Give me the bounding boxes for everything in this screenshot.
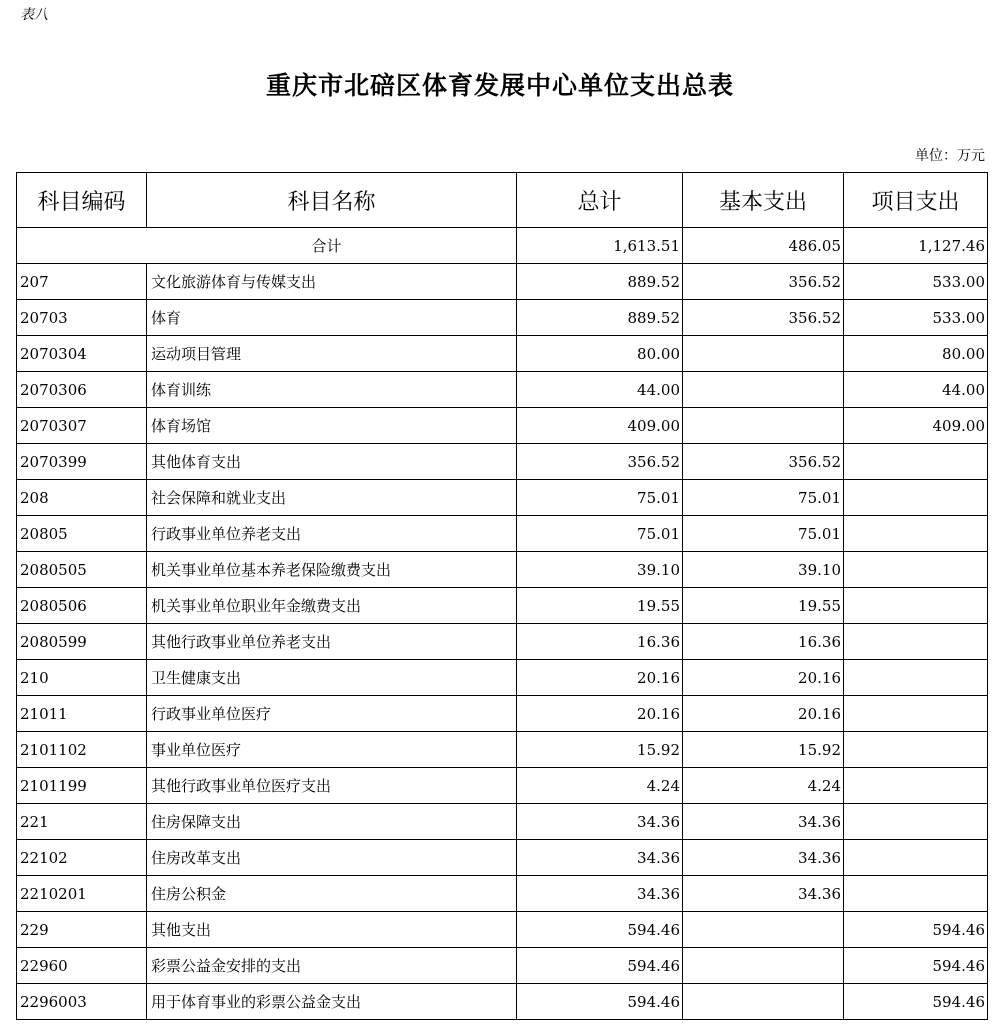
row-total-cell: 409.00: [517, 408, 683, 444]
row-project-cell: [844, 516, 988, 552]
row-code-cell: 221: [17, 804, 147, 840]
row-name-cell: 行政事业单位医疗: [147, 696, 517, 732]
row-name-cell: 文化旅游体育与传媒支出: [147, 264, 517, 300]
row-code-cell: 2070399: [17, 444, 147, 480]
row-code-cell: 20805: [17, 516, 147, 552]
table-number-label: 表八: [20, 7, 48, 23]
row-total-cell: 75.01: [517, 516, 683, 552]
row-code-cell: 22960: [17, 948, 147, 984]
row-total-cell: 39.10: [517, 552, 683, 588]
row-total-cell: 356.52: [517, 444, 683, 480]
row-total-cell: 4.24: [517, 768, 683, 804]
row-total-cell: 34.36: [517, 840, 683, 876]
row-total-cell: 16.36: [517, 624, 683, 660]
row-total-cell: 19.55: [517, 588, 683, 624]
row-basic-cell: 4.24: [683, 768, 844, 804]
row-name-cell: 彩票公益金安排的支出: [147, 948, 517, 984]
table-row: [17, 480, 988, 516]
table-row: [17, 372, 988, 408]
row-name-cell: 体育场馆: [147, 408, 517, 444]
table-row: [17, 408, 988, 444]
row-name-cell: 住房改革支出: [147, 840, 517, 876]
row-name-cell: 社会保障和就业支出: [147, 480, 517, 516]
row-basic-cell: 20.16: [683, 660, 844, 696]
row-code-cell: 2070304: [17, 336, 147, 372]
row-name-cell: 运动项目管理: [147, 336, 517, 372]
table-row: [17, 300, 988, 336]
column-header-project: 项目支出: [844, 173, 988, 228]
row-code-cell: 22102: [17, 840, 147, 876]
row-name-cell: 机关事业单位职业年金缴费支出: [147, 588, 517, 624]
unit-label: 单位：万元: [915, 148, 985, 164]
row-project-cell: 80.00: [844, 336, 988, 372]
row-code-cell: 2070307: [17, 408, 147, 444]
row-name-cell: 住房保障支出: [147, 804, 517, 840]
row-code-cell: 229: [17, 912, 147, 948]
row-basic-cell: [683, 408, 844, 444]
row-code-cell: 2296003: [17, 984, 147, 1020]
row-total-cell: 44.00: [517, 372, 683, 408]
row-total-cell: 34.36: [517, 804, 683, 840]
row-project-cell: 594.46: [844, 912, 988, 948]
row-code-cell: 208: [17, 480, 147, 516]
row-project-cell: [844, 552, 988, 588]
table-row: [17, 876, 988, 912]
table-row: [17, 552, 988, 588]
table-row: [17, 588, 988, 624]
row-basic-cell: 20.16: [683, 696, 844, 732]
row-project-cell: [844, 660, 988, 696]
expenditure-table: [16, 172, 988, 1020]
table-row: [17, 660, 988, 696]
row-total-cell: 889.52: [517, 300, 683, 336]
row-project-cell: [844, 768, 988, 804]
row-basic-cell: [683, 336, 844, 372]
row-basic-cell: [683, 372, 844, 408]
row-basic-cell: 34.36: [683, 804, 844, 840]
table-row: [17, 768, 988, 804]
table-row: [17, 696, 988, 732]
row-total-cell: 75.01: [517, 480, 683, 516]
row-basic-cell: 34.36: [683, 876, 844, 912]
row-total-cell: 594.46: [517, 912, 683, 948]
table-row: [17, 444, 988, 480]
row-basic-cell: 15.92: [683, 732, 844, 768]
column-header-code: 科目编码: [17, 173, 147, 228]
row-name-cell: 其他体育支出: [147, 444, 517, 480]
column-header-basic: 基本支出: [683, 173, 844, 228]
table-row: [17, 804, 988, 840]
row-code-cell: 207: [17, 264, 147, 300]
row-project-cell: [844, 696, 988, 732]
row-name-cell: 事业单位医疗: [147, 732, 517, 768]
row-basic-cell: 356.52: [683, 300, 844, 336]
row-code-cell: 2101199: [17, 768, 147, 804]
row-project-cell: [844, 444, 988, 480]
total-row-label: 合计: [17, 228, 517, 264]
table-row: [17, 264, 988, 300]
row-name-cell: 用于体育事业的彩票公益金支出: [147, 984, 517, 1020]
row-total-cell: 594.46: [517, 984, 683, 1020]
row-code-cell: 21011: [17, 696, 147, 732]
table-row: [17, 336, 988, 372]
row-basic-cell: 75.01: [683, 516, 844, 552]
row-code-cell: 2070306: [17, 372, 147, 408]
total-row-project: 1,127.46: [844, 228, 988, 264]
row-total-cell: 15.92: [517, 732, 683, 768]
row-project-cell: [844, 732, 988, 768]
page-title: 重庆市北碚区体育发展中心单位支出总表: [265, 71, 734, 100]
row-code-cell: 2080505: [17, 552, 147, 588]
total-row-basic: 486.05: [683, 228, 844, 264]
row-name-cell: 体育训练: [147, 372, 517, 408]
row-basic-cell: 19.55: [683, 588, 844, 624]
row-basic-cell: [683, 912, 844, 948]
table-row: [17, 912, 988, 948]
row-project-cell: [844, 624, 988, 660]
row-project-cell: [844, 840, 988, 876]
row-total-cell: 20.16: [517, 660, 683, 696]
table-row: [17, 984, 988, 1020]
row-name-cell: 机关事业单位基本养老保险缴费支出: [147, 552, 517, 588]
total-row-total: 1,613.51: [517, 228, 683, 264]
row-basic-cell: 75.01: [683, 480, 844, 516]
row-project-cell: [844, 480, 988, 516]
row-project-cell: [844, 804, 988, 840]
total-row: [17, 228, 988, 264]
row-project-cell: 409.00: [844, 408, 988, 444]
row-basic-cell: 16.36: [683, 624, 844, 660]
row-code-cell: 2210201: [17, 876, 147, 912]
row-name-cell: 行政事业单位养老支出: [147, 516, 517, 552]
row-total-cell: 80.00: [517, 336, 683, 372]
row-total-cell: 34.36: [517, 876, 683, 912]
table-row: [17, 840, 988, 876]
row-project-cell: 44.00: [844, 372, 988, 408]
row-code-cell: 2101102: [17, 732, 147, 768]
row-project-cell: 594.46: [844, 948, 988, 984]
row-code-cell: 210: [17, 660, 147, 696]
row-code-cell: 2080599: [17, 624, 147, 660]
row-code-cell: 20703: [17, 300, 147, 336]
column-header-total: 总计: [517, 173, 683, 228]
row-basic-cell: [683, 984, 844, 1020]
row-project-cell: [844, 876, 988, 912]
row-total-cell: 20.16: [517, 696, 683, 732]
row-basic-cell: 356.52: [683, 444, 844, 480]
row-name-cell: 其他支出: [147, 912, 517, 948]
table-row: [17, 948, 988, 984]
row-basic-cell: 34.36: [683, 840, 844, 876]
table-row: [17, 624, 988, 660]
row-basic-cell: 39.10: [683, 552, 844, 588]
row-name-cell: 体育: [147, 300, 517, 336]
row-name-cell: 其他行政事业单位养老支出: [147, 624, 517, 660]
row-project-cell: 533.00: [844, 300, 988, 336]
row-basic-cell: [683, 948, 844, 984]
row-project-cell: 533.00: [844, 264, 988, 300]
row-total-cell: 594.46: [517, 948, 683, 984]
table-row: [17, 732, 988, 768]
row-name-cell: 住房公积金: [147, 876, 517, 912]
table-header-row: [17, 173, 988, 228]
table-row: [17, 516, 988, 552]
row-basic-cell: 356.52: [683, 264, 844, 300]
column-header-name: 科目名称: [147, 173, 517, 228]
row-project-cell: 594.46: [844, 984, 988, 1020]
row-name-cell: 卫生健康支出: [147, 660, 517, 696]
row-total-cell: 889.52: [517, 264, 683, 300]
row-project-cell: [844, 588, 988, 624]
row-name-cell: 其他行政事业单位医疗支出: [147, 768, 517, 804]
row-code-cell: 2080506: [17, 588, 147, 624]
